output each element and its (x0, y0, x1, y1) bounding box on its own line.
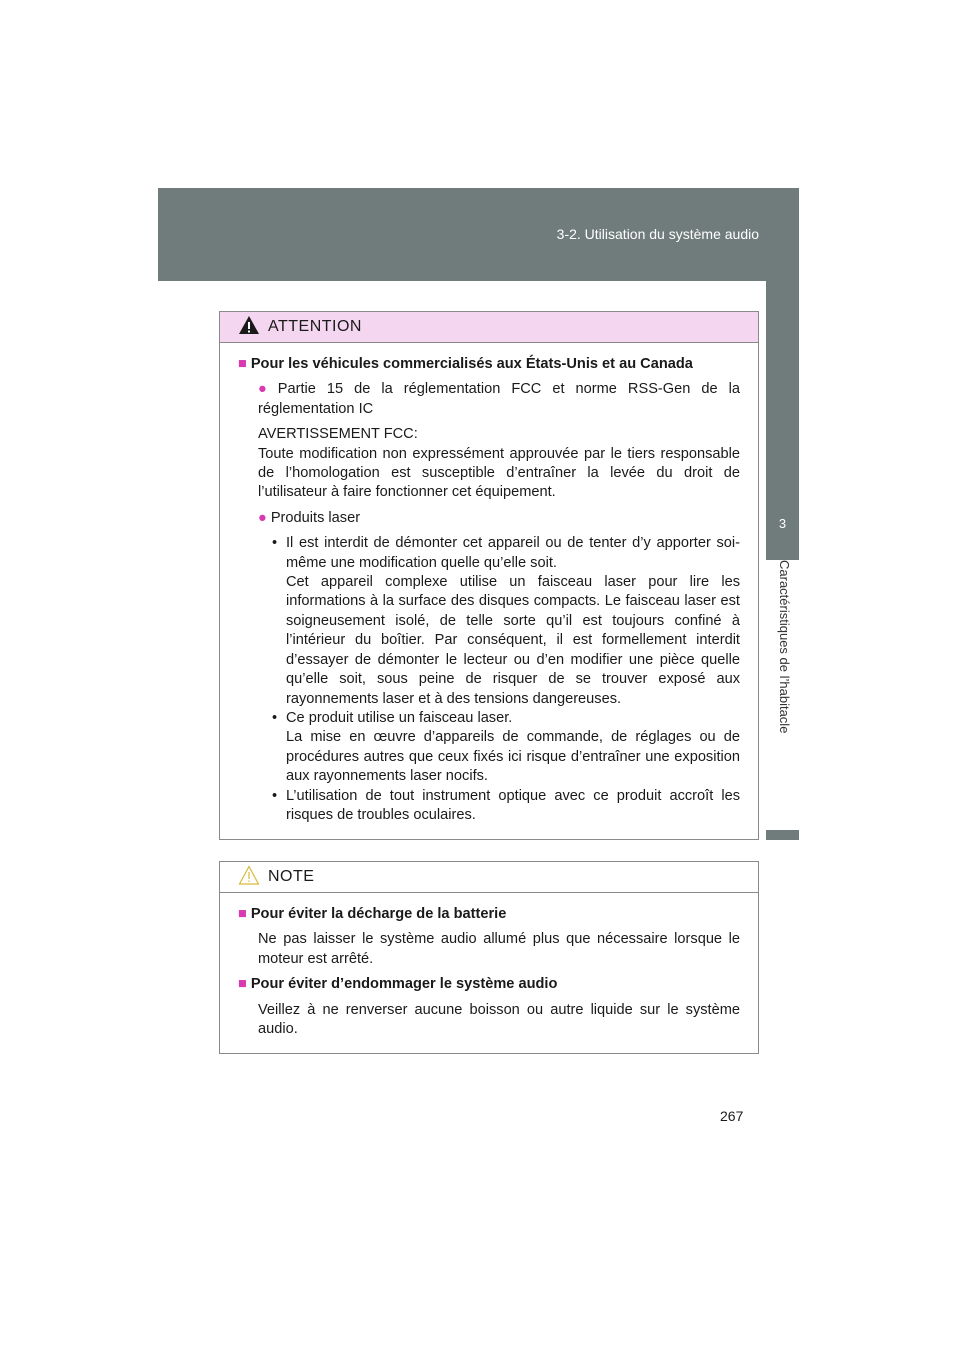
square-bullet-icon: ■ (238, 356, 247, 372)
chapter-number: 3 (778, 516, 787, 531)
note-body (220, 893, 758, 1053)
fcc-heading: AVERTISSEMENT FCC: (258, 426, 418, 443)
warning-section-title: ■ Pour les véhicules commercialisés aux États-Unis et au Canada (238, 356, 693, 372)
warning-title: ATTENTION (268, 318, 362, 335)
note-header (220, 862, 758, 893)
warning-item-fcc: ● Partie 15 de la réglementation FCC et norme RSS-Gen de la réglementation IC (258, 381, 740, 417)
square-bullet-icon: ■ (238, 906, 247, 922)
warning-triangle-icon (238, 315, 260, 340)
note-section-1-title: ■ Pour éviter la décharge de la batterie (238, 906, 507, 922)
laser-bullet-2: • Ce produit utilise un faisceau laser. La mise en œuvre d’appareils de commande, de réglages ou de procédures autres que ceux fixés ici risque d’entraîner une exposition aux rayonnements laser nocifs. (272, 709, 740, 787)
chapter-title-container (770, 560, 794, 830)
warning-body (220, 343, 758, 839)
circle-bullet-icon: ● (258, 381, 274, 398)
square-bullet-icon: ■ (238, 976, 247, 993)
caution-triangle-icon (238, 865, 260, 890)
warning-header (220, 312, 758, 343)
header-bar (158, 188, 799, 281)
note-box (219, 861, 759, 1054)
circle-bullet-icon: ● (258, 509, 267, 526)
section-title: 3-2. Utilisation du système audio (556, 226, 759, 242)
note-section-1-text: Ne pas laisser le système audio allumé plus que nécessaire lorsque le moteur est arrêté. (258, 931, 740, 967)
laser-bullet-1: • Il est interdit de démonter cet appareil ou de tenter d’y apporter soi-même une modification quelle qu’elle soit. Cet appareil complexe utilise un faisceau laser pour lire les informations à la surface des disques compacts. Le faisceau laser est soigneusement isolé, de telle sorte qu’il est toujours confiné à l’intérieur du boîtier. Par conséquent, il est formellement interdit d’essayer de démonter le lecteur ou d’en modifier une pièce quelle qu’elle soit, sous peine de risquer de se trouver exposé aux rayonnements laser et à des tensions dangereuses. (272, 534, 740, 709)
note-section-2-title: ■ Pour éviter d’endommager le système audio (238, 976, 558, 993)
laser-bullet-3: • L’utilisation de tout instrument optique avec ce produit accroît les risques de troubles oculaires. (272, 787, 740, 826)
laser-bullets (272, 534, 740, 825)
note-section-2-text: Veillez à ne renverser aucune boisson ou autre liquide sur le système audio. (258, 1001, 740, 1038)
chapter-title: Caractéristiques de l’habitacle (777, 560, 792, 734)
fcc-text: Toute modification non expressément approuvée par le tiers responsable de l’homologation est susceptible d’entraîner la levée du droit de l’utilisateur à faire fonctionner cet équipement. (258, 445, 740, 501)
warning-box (219, 311, 759, 840)
page-number: 267 (720, 1108, 744, 1124)
note-title: NOTE (268, 868, 315, 885)
warning-item-laser: ● Produits laser (258, 509, 361, 526)
